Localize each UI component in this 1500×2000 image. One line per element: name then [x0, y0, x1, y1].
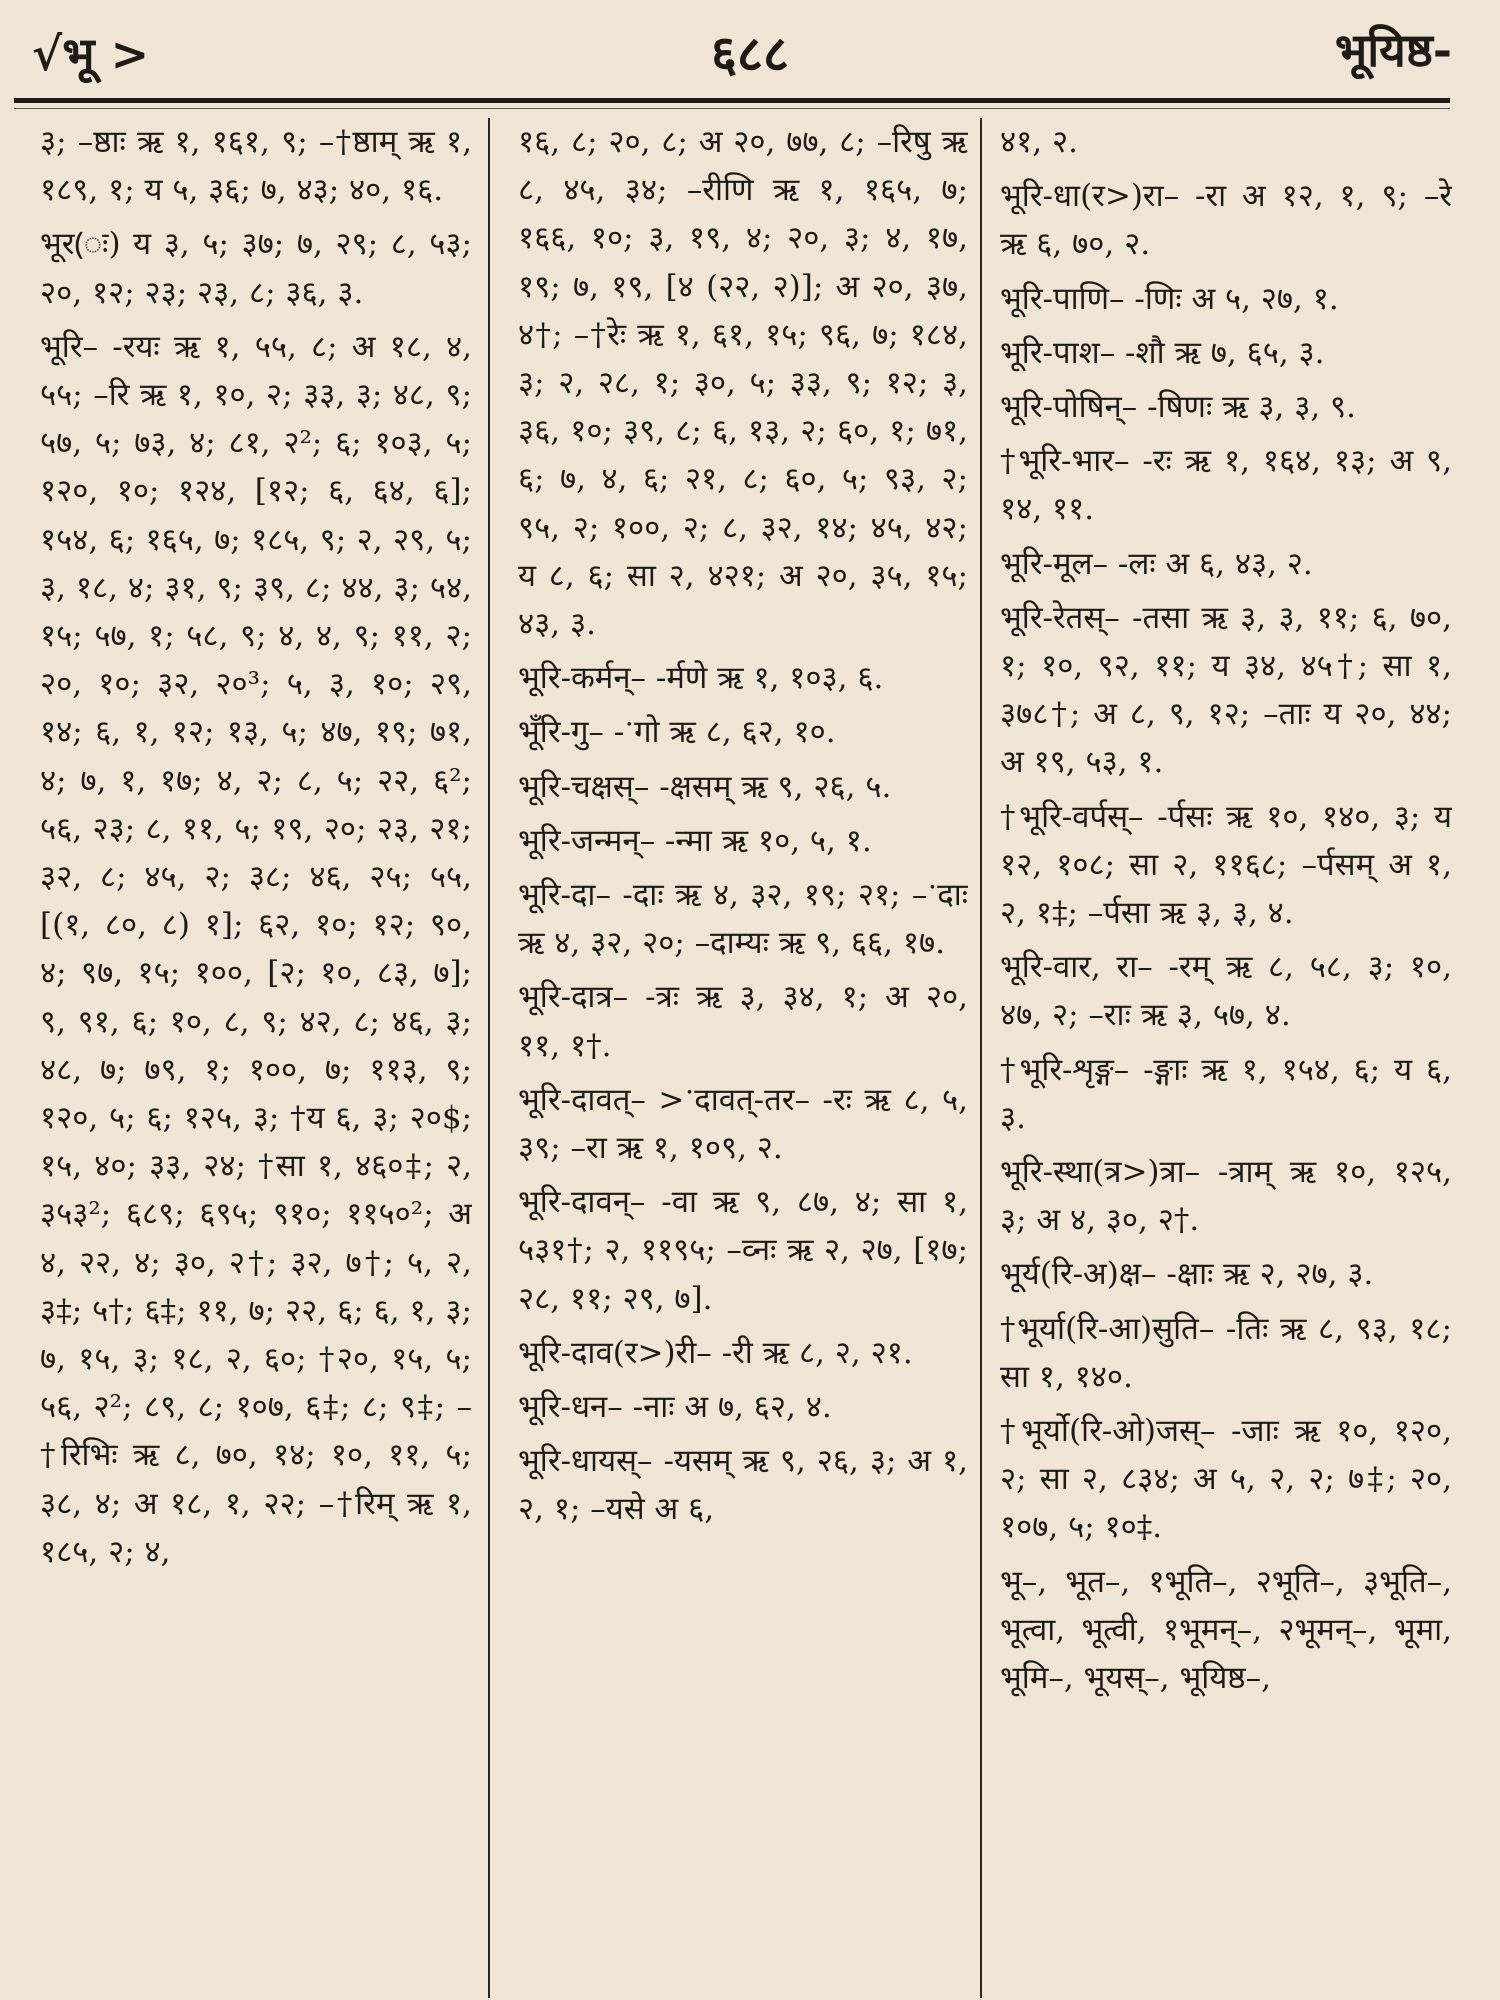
- entry: भूरि-पाणि– -णिः अ ५, २७, १.: [1000, 280, 1339, 317]
- entry: †भूर्या(रि-आ)सुति– -तिः ऋ ८, ९३, १८; सा १, १४०.: [1000, 1310, 1452, 1395]
- page-header: [0, 0, 1500, 90]
- entry: †भूर्यो(रि-ओ)जस्– -जाः ऋ १०, १२०, २; सा २, ८३४; अ ५, २, २; ७‡; २०, १०७, ५; १०‡.: [1000, 1413, 1452, 1546]
- entry: भूरि-मूल– -लः अ ६, ४३, २.: [1000, 545, 1313, 582]
- entry: भूरि-दा– -दाः ऋ ४, ३२, १९; २१; –ॱदाः ऋ ४, ३२, २०; –दाम्यः ऋ ९, ६६, १७.: [518, 877, 968, 962]
- entry: भूरि-दाव(र>)री– -री ऋ ८, २, २१.: [518, 1334, 913, 1371]
- entry: भूरि-स्था(त्र>)त्रा– -त्राम् ऋ १०, १२५, ३; अ ४, ३०, २†.: [1000, 1154, 1452, 1239]
- column-3: [1000, 118, 1452, 1990]
- entry: भूँरि-गु– -ॱगो ऋ ८, ६२, १०.: [518, 714, 836, 751]
- entry: †भूरि-वर्पस्– -र्पसः ऋ १०, १४०, ३; य १२, १०८; सा २, ११६८; –र्पसम् अ १, २, १‡; –र्पसा ऋ ३, ३, ४.: [1000, 798, 1452, 932]
- page-number: ६८८: [711, 24, 789, 83]
- entry: भूरि-धायस्– -यसम् ऋ ९, २६, ३; अ १, २, १; –यसे अ ६,: [518, 1443, 968, 1528]
- entry: ३; –ष्ठाः ऋ १, १६१, ९; –†ष्ठाम् ऋ १, १८९, १; य ५, ३६; ७, ४३; ४०, १६.: [40, 124, 472, 209]
- entry: भू–, भूत–, १भूति–, २भूति–, ३भूति–, भूत्वा, भूत्वी, १भूमन्–, २भूमन्–, भूमा, भूमि–, भूयस्–, भूयिष्ठ–,: [1000, 1563, 1452, 1697]
- column-divider: [980, 118, 982, 1998]
- entry: भूरि-दावन्– -वा ऋ ९, ८७, ४; सा १, ५३१†; २, ११९५; –व्नः ऋ २, २७, [१७; २८, ११; २९, ७].: [518, 1184, 968, 1317]
- header-right-guide: भूयिष्ठ-: [1334, 23, 1452, 77]
- entry: भूरि– -रयः ऋ १, ५५, ८; अ १८, ४, ५५; –रि ऋ १, १०, २; ३३, ३; ४८, ९; ५७, ५; ७३, ४; ८१, २²; ६; १०३, ५; १२०, १०; १२४, [१२; ६, ६४, ६]; १५४, ६; १६५, ७; १८५, ९; २, २९, ५; ३, १८, ४; ३१, ९; ३९, ८; ४४, ३; ५४, १५; ५७, १; ५८, ९; ४, ४, ९; ११, २; २०, १०; ३२, २०³; ५, ३, १०; २९, १४; ६, १, १२; १३, ५; ४७, १९; ७१, ४; ७, १, १७; ४, २; ८, ५; २२, ६²; ५६, २३; ८, ११, ५; १९, २०; २३, २१; ३२, ८; ४५, २; ३८; ४६, २५; ५५, [(१, ८०, ८) १]; ६२, १०; १२; ९०, ४; ९७, १५; १००, [२; १०, ८३, ७]; ९, ९१, ६; १०, ८, ९; ४२, ८; ४६, ३; ४८, ७; ७९, १; १००, ७; ११३, ९; १२०, ५; ६; १२५, ३; †य ६, ३; २०$; १५, ४०; ३३, २४; †सा १, ४६०‡; २, ३५३²; ६८९; ६९५; ९१०; ११५०²; अ ४, २२, ४; ३०, २†; ३२, ७†; ५, २, ३‡; ५†; ६‡; ११, ७; २२, ६; ६, १, ३; ७, १५, ३; १८, २, ६०; †२०, १५, ५; ५६, २²; ८९, ८; १०७, ६‡; ८; ९‡; –†रिभिः ऋ ८, ७०, १४; १०, ११, ५; ३८, ४; अ १८, १, २२; –†रिम् ऋ १, १८५, २; ४,: [40, 328, 472, 1570]
- entry: भूरि-पाश– -शौ ऋ ७, ६५, ३.: [1000, 334, 1325, 371]
- entry: भूरि-धन– -नाः अ ७, ६२, ४.: [518, 1389, 832, 1426]
- entry: भूरि-चक्षस्– -क्षसम् ऋ ९, २६, ५.: [518, 768, 892, 805]
- column-divider: [488, 118, 490, 1998]
- entry: भूरि-दावत्– >ॱदावत्-तर– -रः ऋ ८, ५, ३९; –रा ऋ १, १०९, २.: [518, 1081, 968, 1167]
- entry: †भूरि-शृङ्ग– -ङ्गाः ऋ १, १५४, ६; य ६, ३.: [1000, 1051, 1452, 1136]
- entry: १६, ८; २०, ८; अ २०, ७७, ८; –रिषु ऋ ८, ४५, ३४; –रीणि ऋ १, १६५, ७; १६६, १०; ३, १९, ४; २०, ३; ४, १७, १९; ७, १९, [४ (२२, २)]; अ २०, ३७, ४†; –†रेः ऋ १, ६१, १५; ९६, ७; १८४, ३; २, २८, १; ३०, ५; ३३, ९; १२; ३, ३६, १०; ३९, ८; ६, १३, २; ६०, १; ७१, ६; ७, ४, ६; २१, ८; ६०, ५; ९३, २; ९५, २; १००, २; ८, ३२, १४; ४५, ४२; य ८, ६; सा २, ४२१; अ २०, ३५, १५; ४३, ३.: [518, 124, 968, 643]
- entry: भूरि-कर्मन्– -र्मणे ऋ १, १०३, ६.: [518, 660, 884, 697]
- entry: †भूरि-भार– -रः ऋ १, १६४, १३; अ ९, १४, ११.: [1000, 443, 1452, 528]
- entry: भूरि-धा(र>)रा– -रा अ १२, १, ९; –रे ऋ ६, ७०, २.: [1000, 178, 1452, 263]
- entry: भूर(ः) य ३, ५; ३७; ७, २९; ८, ५३; २०, १२; २३; २३, ८; ३६, ३.: [40, 226, 472, 311]
- header-rule: [14, 98, 1450, 103]
- entry: भूरि-वार, रा– -रम् ऋ ८, ५८, ३; १०, ४७, २; –राः ऋ ३, ५७, ४.: [1000, 949, 1452, 1034]
- entry: भूरि-दात्र– -त्रः ऋ ३, ३४, १; अ २०, ११, १†.: [518, 979, 968, 1064]
- entry: भूरि-जन्मन्– -न्मा ऋ १०, ५, १.: [518, 822, 872, 859]
- entry: भूरि-पोषिन्– -षिणः ऋ ३, ३, ९.: [1000, 389, 1356, 426]
- entry: भूरि-रेतस्– -तसा ऋ ३, ३, ११; ६, ७०, १; १०, ९२, ११; य ३४, ४५†; सा १, ३७८†; अ ८, ९, १२; –ताः य २०, ४४; अ १९, ५३, १.: [1000, 599, 1452, 781]
- entry: ४१, २.: [1000, 124, 1078, 160]
- entry: भूर्य(रि-अ)क्ष– -क्षाः ऋ २, २७, ३.: [1000, 1256, 1374, 1293]
- column-1: [40, 118, 472, 1990]
- header-left-guide: √भू >: [32, 27, 150, 81]
- header-rule-thin: [14, 108, 1450, 109]
- column-2: [518, 118, 968, 1990]
